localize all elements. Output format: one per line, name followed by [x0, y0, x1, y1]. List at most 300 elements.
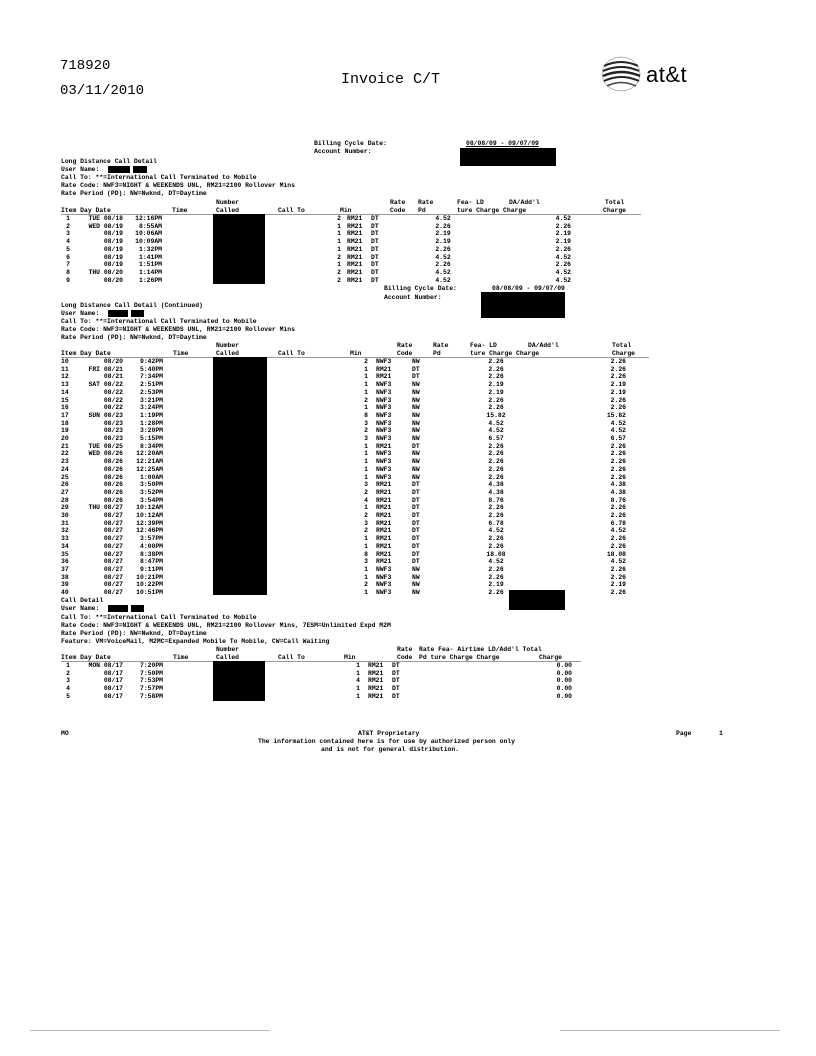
cell-item: 16 — [61, 404, 69, 412]
cell-code: RM21 — [376, 442, 392, 450]
cell-blank — [163, 489, 227, 497]
cell-blank — [368, 381, 376, 389]
cell-min: 1 — [337, 230, 341, 238]
col-header-total: Total — [605, 199, 625, 206]
cell-date: 08/19 — [103, 261, 123, 269]
cell-date: 08/22 — [103, 388, 123, 396]
cell-total: 2.26 — [610, 365, 626, 373]
cell-blank — [368, 435, 376, 443]
cell-item: 34 — [61, 542, 69, 550]
cell-call-to: BOLIVIA — [227, 381, 254, 389]
section2-call-to: Call To: **=International Call Terminated to Mobile — [61, 318, 257, 325]
cell-charge: 2.26 — [488, 465, 504, 473]
cell-item: 37 — [61, 565, 69, 573]
col-header-called: Called — [216, 654, 240, 661]
cell-item: 29 — [61, 504, 69, 512]
cell-total: 4.52 — [610, 558, 626, 566]
cell-code: RM21 — [347, 222, 363, 230]
cell-blank — [163, 504, 227, 512]
cell-min: 2 — [337, 268, 341, 276]
cell-blank — [163, 474, 227, 482]
cell-call-to: BOLIVI ** — [226, 276, 261, 284]
cell-call-to: BOLIVI ** — [227, 419, 262, 427]
cell-charge: 4.52 — [488, 427, 504, 435]
cell-pd: NW — [412, 419, 420, 427]
cell-date: 08/27 — [103, 535, 123, 543]
cell-blank — [162, 215, 226, 223]
cell-blank — [368, 373, 376, 381]
cell-code: RM21 — [376, 542, 392, 550]
cell-blank — [163, 404, 227, 412]
cell-pd: NW — [412, 465, 420, 473]
cell-item: 38 — [61, 573, 69, 581]
cell-blank — [163, 450, 227, 458]
col-header-rate2: Rate — [433, 342, 449, 349]
cell-blank — [368, 504, 376, 512]
redacted-user-name — [108, 166, 130, 173]
cell-blank — [368, 581, 376, 589]
cell-call-to: BOLIVI ** — [226, 268, 261, 276]
cell-date: 08/19 — [103, 230, 123, 238]
cell-call-to: BOLIVI ** — [226, 215, 261, 222]
cell-charge: 2.26 — [488, 404, 504, 412]
cell-min: 1 — [364, 442, 368, 450]
cell-pd: NW — [412, 565, 420, 573]
cell-date: 08/22 — [103, 404, 123, 412]
document-date: 03/11/2010 — [60, 83, 145, 99]
table-row — [61, 381, 626, 389]
col-header-code: Code — [397, 350, 413, 357]
cell-call-to: BOLIVI ** — [227, 558, 262, 566]
col-header-code: Code — [397, 654, 413, 661]
cell-blank — [162, 246, 226, 254]
cell-pd: DT — [412, 488, 420, 496]
cell-blank — [368, 420, 376, 428]
cell-code: RM21 — [368, 685, 384, 693]
cell-min: 3 — [364, 519, 368, 527]
section2-user-name: User Name: — [61, 310, 100, 317]
table-row — [61, 558, 626, 566]
table-row — [61, 662, 572, 670]
cell-min: 2 — [364, 512, 368, 520]
cell-total: 2.26 — [610, 565, 626, 573]
cell-date: 08/27 — [103, 550, 123, 558]
cell-call-to: INCOMI CL — [227, 677, 262, 685]
cell-time: 10:12AM — [136, 504, 163, 512]
cell-time: 12:39PM — [136, 519, 163, 527]
cell-total: 4.52 — [610, 419, 626, 427]
col-header-pd: Pd — [418, 207, 426, 214]
cell-date: 08/17 — [103, 669, 123, 677]
cell-call-to: BOLIVI ** — [227, 442, 262, 450]
footer-code: MO — [61, 730, 69, 737]
cell-item: 12 — [61, 373, 69, 381]
cell-call-to: BOLIVI ** — [227, 358, 262, 365]
col-header-number: Number — [216, 199, 240, 206]
cell-item: 30 — [61, 512, 69, 520]
col-header-total: Total — [612, 342, 632, 349]
table-row — [61, 566, 626, 574]
cell-charge: 2.26 — [488, 573, 504, 581]
cell-code: RM21 — [347, 261, 363, 269]
cell-item: 3 — [66, 677, 70, 685]
cell-date: MON 08/17 — [88, 662, 123, 669]
cell-blank — [412, 677, 512, 685]
cell-time: 7:53PM — [139, 677, 163, 685]
footer-page-number: 1 — [719, 730, 723, 737]
col-header-rate2: Rate — [418, 199, 434, 206]
cell-min: 1 — [364, 535, 368, 543]
cell-blank — [162, 261, 226, 269]
cell-total: 2.19 — [555, 230, 571, 238]
cell-item: 2 — [66, 222, 70, 230]
cell-pd: DT — [412, 550, 420, 558]
col-header-rate: Rate — [397, 646, 413, 653]
cell-min: 1 — [364, 381, 368, 389]
cell-code: NWF3 — [376, 358, 392, 365]
cell-code: NWF3 — [376, 589, 392, 597]
cell-blank — [162, 254, 226, 262]
table-row — [61, 443, 626, 451]
cell-pd: DT — [371, 238, 379, 246]
cell-code: RM21 — [368, 677, 384, 685]
cell-blank — [162, 223, 226, 231]
cell-date: THU 08/27 — [88, 504, 123, 512]
cell-blank — [163, 589, 227, 597]
cell-pd: DT — [392, 692, 400, 700]
cell-charge: 0.00 — [556, 662, 572, 669]
cell-item: 5 — [66, 692, 70, 700]
cell-time: 3:54PM — [139, 496, 163, 504]
cell-blank — [163, 527, 227, 535]
cell-charge: 2.26 — [488, 535, 504, 543]
cell-call-to: BOLIVIA — [227, 488, 254, 496]
cell-item: 9 — [66, 276, 70, 284]
cell-pd: DT — [371, 245, 379, 253]
cell-pd: DT — [412, 481, 420, 489]
redacted-user-name — [131, 605, 144, 612]
cell-item: 6 — [66, 253, 70, 261]
section2-title: Long Distance Call Detail (Continued) — [61, 302, 203, 309]
cell-date: 08/27 — [103, 581, 123, 589]
cell-pd: DT — [392, 677, 400, 685]
cell-code: RM21 — [347, 230, 363, 238]
cell-min: 1 — [356, 662, 360, 669]
cell-call-to: BOLIVI ** — [227, 565, 262, 573]
globe-icon — [600, 54, 642, 94]
cell-blank — [163, 366, 227, 374]
cell-charge: 2.26 — [488, 396, 504, 404]
cell-blank — [368, 589, 376, 597]
billing-cycle-value: 08/08/09 - 09/07/09 — [466, 140, 539, 147]
cell-pd: DT — [412, 512, 420, 520]
cell-min: 1 — [364, 373, 368, 381]
section1-billing-cycle-label: Billing Cycle Date: — [384, 285, 457, 292]
cell-time: 5:40PM — [139, 365, 163, 373]
cell-blank — [368, 512, 376, 520]
cell-call-to: BOLIVIA — [227, 388, 254, 396]
cell-item: 20 — [61, 435, 69, 443]
cell-charge: 2.19 — [435, 238, 451, 246]
cell-date: 08/26 — [103, 496, 123, 504]
cell-date: 08/27 — [103, 527, 123, 535]
cell-blank — [163, 481, 227, 489]
cell-charge: 0.00 — [556, 677, 572, 685]
cell-pd: DT — [371, 222, 379, 230]
cell-charge: 2.26 — [488, 512, 504, 520]
cell-pd: NW — [412, 473, 420, 481]
cell-charge: 2.19 — [488, 581, 504, 589]
cell-charge: 4.52 — [435, 253, 451, 261]
cell-total: 2.26 — [555, 245, 571, 253]
cell-date: 08/19 — [103, 245, 123, 253]
cell-pd: DT — [412, 496, 420, 504]
cell-blank — [368, 489, 376, 497]
billing-cycle-label: Billing Cycle Date: — [314, 140, 387, 147]
cell-code: RM21 — [376, 373, 392, 381]
cell-blank — [368, 450, 376, 458]
table-row — [61, 254, 571, 262]
col-header-pd-charge: Pd ture Charge Charge — [419, 654, 500, 661]
cell-charge: 4.52 — [488, 558, 504, 566]
cell-blank — [368, 574, 376, 582]
cell-blank — [360, 670, 368, 678]
cell-time: 3:21PM — [139, 396, 163, 404]
cell-item: 24 — [61, 465, 69, 473]
cell-min: 1 — [364, 565, 368, 573]
table-row — [61, 512, 626, 520]
cell-min: 3 — [364, 558, 368, 566]
cell-min: 1 — [364, 365, 368, 373]
cell-date: 08/23 — [103, 427, 123, 435]
cell-code: RM21 — [347, 238, 363, 246]
table-row — [61, 581, 626, 589]
cell-min: 2 — [337, 276, 341, 284]
cell-call-to: BOLIVI ** — [227, 535, 262, 543]
cell-time: 1:19PM — [139, 411, 163, 419]
col-header-total-charge: Charge — [612, 350, 636, 357]
cell-code: RM21 — [347, 276, 363, 284]
cell-charge: 4.52 — [488, 419, 504, 427]
cell-call-to: DAYTON FL — [227, 669, 262, 677]
cell-code: NWF3 — [376, 419, 392, 427]
cell-total: 2.26 — [610, 358, 626, 365]
cell-total: 2.26 — [610, 404, 626, 412]
cell-total: 18.08 — [606, 550, 626, 558]
cell-blank — [360, 693, 368, 701]
cell-charge: 6.57 — [488, 435, 504, 443]
cell-blank — [163, 581, 227, 589]
cell-call-to: BOLIVIA — [227, 496, 254, 504]
cell-min: 3 — [364, 481, 368, 489]
cell-min: 4 — [356, 677, 360, 685]
table-row — [61, 543, 626, 551]
cell-time: 10:06AM — [135, 230, 162, 238]
col-header-callto: Call To — [278, 654, 305, 661]
table-row — [61, 420, 626, 428]
cell-blank — [368, 543, 376, 551]
cell-min: 1 — [356, 685, 360, 693]
redacted-account-number — [460, 148, 556, 166]
cell-code: NWF3 — [376, 411, 392, 419]
cell-code: RM21 — [376, 496, 392, 504]
cell-date: TUE 08/25 — [88, 442, 123, 450]
cell-min: 1 — [337, 238, 341, 246]
cell-item: 36 — [61, 558, 69, 566]
cell-code: RM21 — [376, 527, 392, 535]
cell-time: 12:25AM — [136, 465, 163, 473]
col-header-charge: Charge — [539, 654, 563, 661]
cell-pd: NW — [412, 404, 420, 412]
cell-code: NWF3 — [376, 450, 392, 458]
col-header-min: Min — [350, 350, 362, 357]
cell-pd: DT — [412, 527, 420, 535]
cell-code: NWF3 — [376, 581, 392, 589]
section1-call-table — [61, 215, 571, 284]
cell-item: 1 — [66, 662, 70, 669]
cell-blank — [163, 543, 227, 551]
cell-total: 6.78 — [610, 519, 626, 527]
cell-time: 7:57PM — [139, 685, 163, 693]
section3-call-table — [61, 662, 572, 701]
cell-blank — [163, 358, 227, 366]
cell-blank — [163, 427, 227, 435]
cell-date: 08/17 — [103, 685, 123, 693]
cell-item: 3 — [66, 230, 70, 238]
footer-page-label: Page — [676, 730, 692, 737]
cell-call-to: BOLIVIA — [226, 238, 253, 246]
section1-account-label: Account Number: — [384, 294, 442, 301]
cell-min: 8 — [364, 550, 368, 558]
cell-pd: NW — [412, 358, 420, 365]
cell-date: 08/27 — [103, 519, 123, 527]
section3-call-to: Call To: **=International Call Terminated to Mobile — [61, 614, 257, 621]
cell-charge: 0.00 — [556, 669, 572, 677]
cell-pd: NW — [412, 427, 420, 435]
cell-blank — [368, 458, 376, 466]
table-row — [61, 246, 571, 254]
cell-call-to: BOLIVIA — [226, 230, 253, 238]
footer-disclaimer-line2: and is not for general distribution. — [321, 746, 460, 753]
cell-code: RM21 — [376, 488, 392, 496]
col-header-number: Number — [216, 342, 240, 349]
cell-blank — [163, 466, 227, 474]
table-row — [61, 373, 626, 381]
cell-time: 12:20AM — [136, 450, 163, 458]
cell-charge: 2.26 — [488, 450, 504, 458]
cell-blank — [162, 269, 226, 277]
cell-date: 08/21 — [103, 373, 123, 381]
cell-code: NWF3 — [376, 396, 392, 404]
table-row — [61, 693, 572, 701]
cell-pd: DT — [412, 519, 420, 527]
cell-time: 1:28PM — [139, 419, 163, 427]
cell-min: 1 — [364, 573, 368, 581]
cell-call-to: BOLIVI ** — [227, 396, 262, 404]
cell-date: 08/20 — [103, 358, 123, 365]
cell-charge: 2.19 — [488, 388, 504, 396]
cell-blank — [368, 389, 376, 397]
col-header-fea: Fea- LD — [457, 199, 484, 206]
cell-charge: 2.26 — [435, 245, 451, 253]
cell-min: 2 — [364, 527, 368, 535]
cell-item: 23 — [61, 458, 69, 466]
cell-total: 2.26 — [610, 396, 626, 404]
cell-pd: DT — [371, 268, 379, 276]
table-row — [61, 466, 626, 474]
cell-date: SAT 08/22 — [88, 381, 123, 389]
cell-call-to: BOLIVI ** — [227, 512, 262, 520]
col-header-time: Time — [173, 350, 189, 357]
cell-time: 1:51PM — [138, 261, 162, 269]
cell-item: 10 — [61, 358, 69, 365]
table-row — [61, 685, 572, 693]
cell-total: 4.52 — [555, 215, 571, 222]
col-header-item: Item Day Date — [61, 350, 111, 357]
cell-blank — [368, 366, 376, 374]
cell-date: 08/27 — [103, 565, 123, 573]
cell-date: WED 08/26 — [88, 450, 123, 458]
cell-time: 12:16PM — [135, 215, 162, 222]
cell-item: 4 — [66, 685, 70, 693]
cell-blank — [368, 497, 376, 505]
cell-time: 9:11PM — [139, 565, 163, 573]
table-row — [61, 474, 626, 482]
table-row — [61, 551, 626, 559]
table-row — [61, 358, 626, 366]
cell-min: 1 — [337, 261, 341, 269]
cell-blank — [163, 497, 227, 505]
table-row — [61, 481, 626, 489]
cell-item: 25 — [61, 473, 69, 481]
cell-code: RM21 — [368, 692, 384, 700]
cell-time: 7:20PM — [139, 662, 163, 669]
cell-code: RM21 — [347, 268, 363, 276]
table-row — [61, 397, 626, 405]
cell-pd: DT — [412, 558, 420, 566]
cell-call-to: DAYTON FL — [227, 685, 262, 693]
cell-code: RM21 — [376, 365, 392, 373]
cell-charge: 2.26 — [488, 442, 504, 450]
cell-blank — [368, 404, 376, 412]
cell-total: 2.26 — [610, 442, 626, 450]
section3-title: Call Detail — [61, 597, 104, 604]
cell-blank — [368, 566, 376, 574]
cell-total: 2.19 — [610, 581, 626, 589]
cell-call-to: BOLIVIA — [227, 435, 254, 443]
cell-min: 1 — [337, 222, 341, 230]
cell-blank — [368, 443, 376, 451]
cell-total: 8.76 — [610, 496, 626, 504]
table-row — [61, 527, 626, 535]
table-row — [61, 458, 626, 466]
cell-call-to: BOLIVI ** — [227, 465, 262, 473]
table-row — [61, 389, 626, 397]
cell-charge: 6.78 — [488, 519, 504, 527]
cell-total: 4.52 — [610, 427, 626, 435]
cell-pd: DT — [371, 230, 379, 238]
scan-edge-line — [560, 1030, 780, 1031]
cell-date: 08/19 — [103, 253, 123, 261]
cell-pd: DT — [392, 669, 400, 677]
cell-min: 1 — [364, 542, 368, 550]
cell-date: 08/19 — [103, 238, 123, 246]
cell-total: 2.26 — [555, 222, 571, 230]
cell-total: 2.26 — [555, 261, 571, 269]
cell-charge: 2.26 — [435, 222, 451, 230]
cell-charge: 4.52 — [435, 215, 451, 222]
cell-code: NWF3 — [376, 435, 392, 443]
